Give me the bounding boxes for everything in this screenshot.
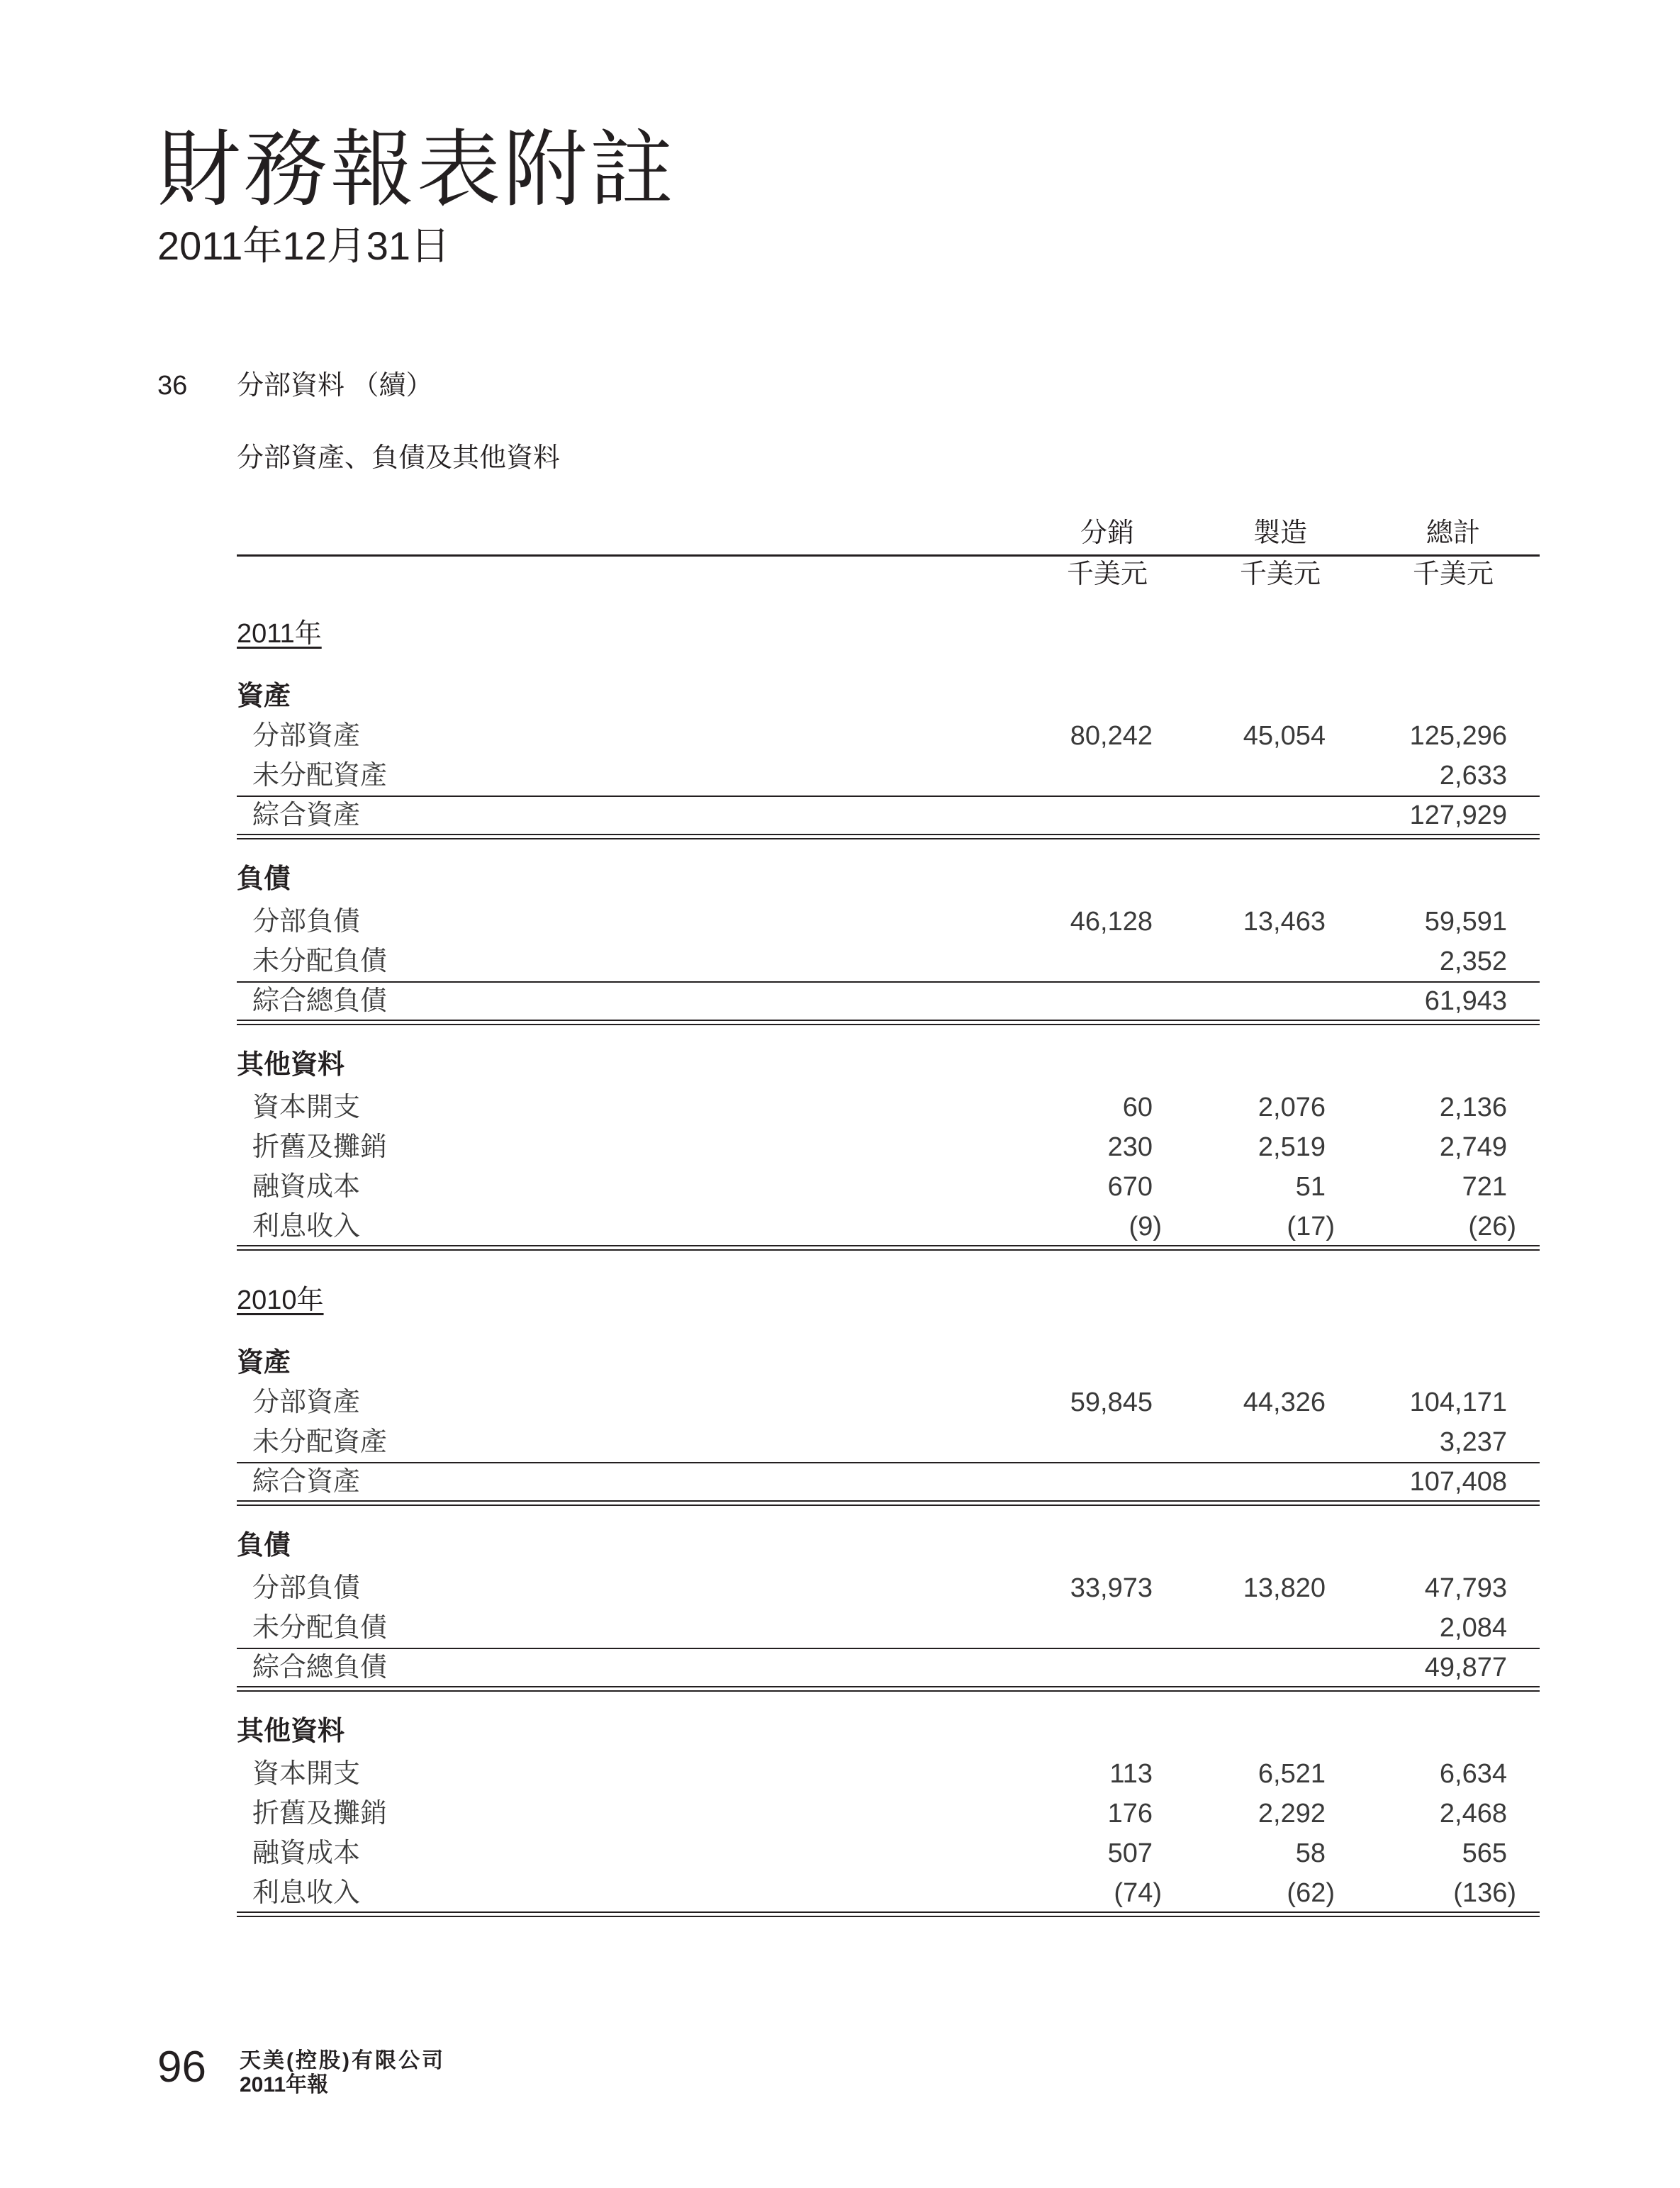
cell-total: 59,591 bbox=[1424, 907, 1507, 937]
double-rule-top bbox=[237, 1500, 1540, 1502]
page-title: 財務報表附註 bbox=[157, 123, 677, 217]
double-rule-bottom bbox=[237, 1024, 1540, 1025]
cell-dist: 230 bbox=[1107, 1132, 1153, 1162]
row-label: 利息收入 bbox=[252, 1878, 361, 1908]
cell-total: 2,084 bbox=[1439, 1613, 1507, 1643]
cell-mfg: (17) bbox=[1287, 1212, 1335, 1241]
group-heading-other: 其他資料 bbox=[237, 1050, 345, 1080]
double-rule-bottom bbox=[237, 1916, 1540, 1917]
group-heading-assets: 資產 bbox=[237, 681, 291, 711]
cell-mfg: 44,326 bbox=[1243, 1388, 1326, 1417]
cell-dist: 59,845 bbox=[1070, 1388, 1153, 1417]
subtotal-rule bbox=[237, 981, 1540, 983]
row-label: 未分配負債 bbox=[252, 1613, 388, 1643]
cell-total: 2,633 bbox=[1439, 761, 1507, 791]
col-header-distribution: 分銷 bbox=[1080, 518, 1134, 548]
row-label: 利息收入 bbox=[252, 1212, 361, 1241]
cell-mfg: 2,076 bbox=[1258, 1093, 1326, 1122]
row-label: 分部資產 bbox=[252, 1388, 361, 1417]
cell-dist: 113 bbox=[1109, 1759, 1153, 1789]
cell-mfg: 58 bbox=[1295, 1838, 1326, 1868]
col-unit-distribution: 千美元 bbox=[1066, 559, 1148, 589]
row-label-total: 綜合總負債 bbox=[252, 1653, 388, 1682]
cell-total: 125,296 bbox=[1409, 721, 1507, 751]
group-heading-liabilities: 負債 bbox=[237, 864, 291, 894]
group-heading-other: 其他資料 bbox=[237, 1717, 345, 1746]
cell-mfg: 51 bbox=[1295, 1172, 1326, 1202]
cell-total: 2,352 bbox=[1439, 947, 1507, 976]
group-heading-liabilities: 負債 bbox=[237, 1531, 291, 1561]
cell-mfg: 13,463 bbox=[1243, 907, 1326, 937]
cell-mfg: (62) bbox=[1287, 1878, 1335, 1908]
company-name: 天美(控股)有限公司 bbox=[240, 2049, 445, 2072]
cell-dist: (9) bbox=[1129, 1212, 1162, 1241]
row-label-total: 綜合總負債 bbox=[252, 986, 388, 1016]
row-label: 融資成本 bbox=[252, 1172, 361, 1202]
col-unit-manufacturing: 千美元 bbox=[1239, 559, 1321, 589]
cell-mfg: 2,292 bbox=[1258, 1799, 1326, 1829]
cell-total: 721 bbox=[1462, 1172, 1507, 1202]
row-label-total: 綜合資產 bbox=[252, 1467, 361, 1497]
cell-total: 47,793 bbox=[1424, 1573, 1507, 1603]
row-label: 資本開支 bbox=[252, 1759, 361, 1789]
cell-dist: 670 bbox=[1107, 1172, 1153, 1202]
row-label: 分部資產 bbox=[252, 721, 361, 751]
double-rule-top bbox=[237, 1245, 1540, 1246]
year-heading: 2010年 bbox=[237, 1285, 324, 1315]
row-label: 未分配負債 bbox=[252, 947, 388, 976]
section-title: 分部資料 （續） bbox=[237, 371, 433, 401]
double-rule-bottom bbox=[237, 1690, 1540, 1692]
row-label: 未分配資產 bbox=[252, 1427, 388, 1457]
cell-total: 49,877 bbox=[1424, 1653, 1507, 1682]
group-heading-assets: 資產 bbox=[237, 1348, 291, 1378]
cell-dist: 507 bbox=[1107, 1838, 1153, 1868]
row-label-total: 綜合資產 bbox=[252, 800, 361, 830]
section-number: 36 bbox=[157, 371, 188, 401]
cell-mfg: 13,820 bbox=[1243, 1573, 1326, 1603]
cell-total: 2,468 bbox=[1439, 1799, 1507, 1829]
cell-total: 6,634 bbox=[1439, 1759, 1507, 1789]
row-label: 資本開支 bbox=[252, 1093, 361, 1122]
cell-dist: 80,242 bbox=[1070, 721, 1153, 751]
row-label: 未分配資產 bbox=[252, 761, 388, 791]
subtotal-rule bbox=[237, 1462, 1540, 1463]
subtotal-rule bbox=[237, 796, 1540, 797]
cell-total: 127,929 bbox=[1409, 800, 1507, 830]
row-label: 分部負債 bbox=[252, 1573, 361, 1603]
year-heading: 2011年 bbox=[237, 619, 322, 649]
cell-total: 2,749 bbox=[1439, 1132, 1507, 1162]
page-number: 96 bbox=[157, 2043, 206, 2092]
double-rule-bottom bbox=[237, 1249, 1540, 1251]
header-rule bbox=[237, 554, 1540, 557]
report-name: 2011年報 bbox=[240, 2073, 329, 2097]
col-unit-total: 千美元 bbox=[1412, 559, 1494, 589]
row-label: 融資成本 bbox=[252, 1838, 361, 1868]
cell-dist: 176 bbox=[1107, 1799, 1153, 1829]
double-rule-top bbox=[237, 1686, 1540, 1687]
cell-total: 61,943 bbox=[1424, 986, 1507, 1016]
cell-mfg: 6,521 bbox=[1258, 1759, 1326, 1789]
cell-mfg: 45,054 bbox=[1243, 721, 1326, 751]
cell-total: (26) bbox=[1468, 1212, 1516, 1241]
double-rule-top bbox=[237, 1020, 1540, 1021]
cell-dist: (74) bbox=[1114, 1878, 1162, 1908]
row-label: 分部負債 bbox=[252, 907, 361, 937]
cell-total: 3,237 bbox=[1439, 1427, 1507, 1457]
subtotal-rule bbox=[237, 1648, 1540, 1649]
double-rule-bottom bbox=[237, 1505, 1540, 1506]
col-header-manufacturing: 製造 bbox=[1253, 518, 1307, 548]
cell-total: 107,408 bbox=[1409, 1467, 1507, 1497]
page-date: 2011年12月31日 bbox=[157, 223, 450, 268]
cell-mfg: 2,519 bbox=[1258, 1132, 1326, 1162]
cell-total: 2,136 bbox=[1439, 1093, 1507, 1122]
section-subtitle: 分部資產、負債及其他資料 bbox=[237, 443, 561, 473]
double-rule-top bbox=[237, 1911, 1540, 1913]
row-label: 折舊及攤銷 bbox=[252, 1132, 388, 1162]
cell-dist: 60 bbox=[1122, 1093, 1153, 1122]
cell-total: 565 bbox=[1462, 1838, 1507, 1868]
cell-total: 104,171 bbox=[1409, 1388, 1507, 1417]
cell-dist: 33,973 bbox=[1070, 1573, 1153, 1603]
col-header-total: 總計 bbox=[1426, 518, 1480, 548]
double-rule-bottom bbox=[237, 838, 1540, 839]
cell-total: (136) bbox=[1453, 1878, 1516, 1908]
row-label: 折舊及攤銷 bbox=[252, 1799, 388, 1829]
double-rule-top bbox=[237, 834, 1540, 835]
cell-dist: 46,128 bbox=[1070, 907, 1153, 937]
